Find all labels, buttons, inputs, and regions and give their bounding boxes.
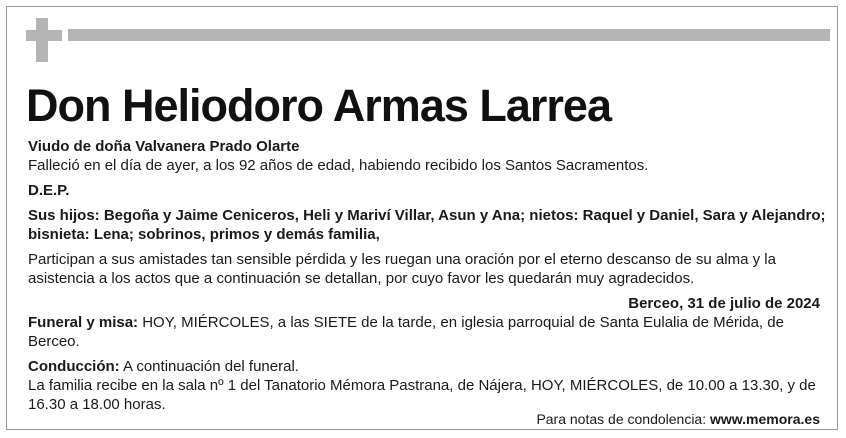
request-text: Participan a sus amistades tan sensible pérdida y les ruegan una oración por el eterno descanso de su alma y la asistencia a los actos que a continuación se detallan, por cuyo favor les quedarán muy agradecidos. — [28, 251, 776, 287]
place-date: Berceo, 31 de julio de 2024 — [628, 295, 820, 312]
family-list: Sus hijos: Begoña y Jaime Ceniceros, Heli y Mariví Villar, Asun y Ana; nietos: Raquel y Daniel, Sara y Alejandro; bisnieta: Lena; sobrinos, primos y demás familia, — [28, 207, 826, 243]
deceased-name: Don Heliodoro Armas Larrea — [26, 80, 611, 131]
widower-line: Viudo de doña Valvanera Prado Olarte — [28, 138, 300, 155]
condolence-link[interactable]: www.memora.es — [710, 411, 820, 427]
header-bar — [68, 29, 830, 41]
conduccion-line — [28, 357, 828, 376]
cross-icon — [26, 18, 62, 62]
funeral-line — [28, 313, 828, 351]
footer-label: Para notas de condolencia: — [536, 411, 711, 427]
funeral-label: Funeral y misa: — [28, 314, 139, 331]
condolence-footer — [536, 411, 820, 427]
conduccion-label: Conducción: — [28, 358, 120, 375]
wake-line: La familia recibe en la sala nº 1 del Tanatorio Mémora Pastrana, de Nájera, HOY, MIÉRCOLES, de 10.00 a 13.30, y de 16.30 a 18.00 horas. — [28, 377, 816, 413]
obituary-body — [28, 137, 828, 414]
dep-line: D.E.P. — [28, 182, 70, 199]
funeral-text: HOY, MIÉRCOLES, a las SIETE de la tarde, en iglesia parroquial de Santa Eulalia de Mérida, de Berceo. — [28, 314, 784, 350]
death-line: Falleció en el día de ayer, a los 92 años de edad, habiendo recibido los Santos Sacramentos. — [28, 157, 649, 174]
conduccion-text: A continuación del funeral. — [119, 358, 299, 375]
